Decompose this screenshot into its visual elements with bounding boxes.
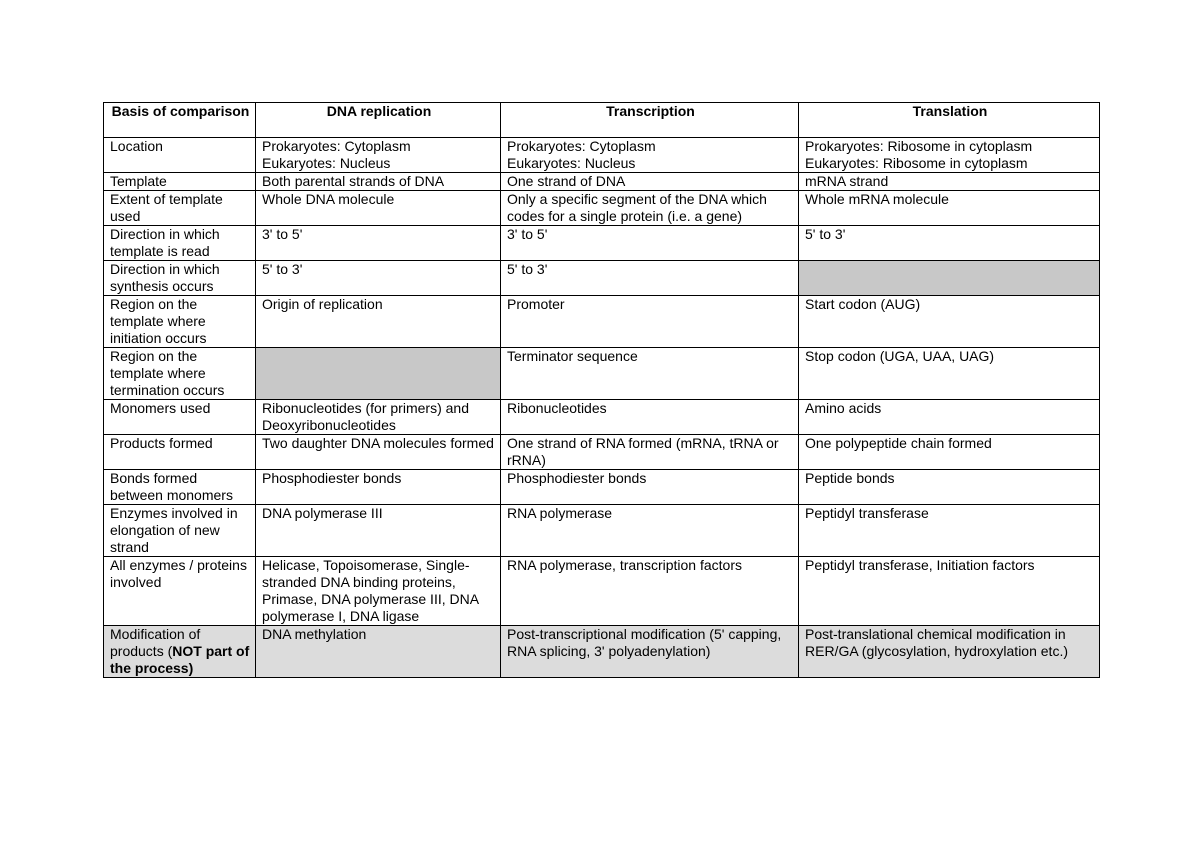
dna-replication-cell: 3' to 5': [256, 226, 501, 261]
table-header-row: [104, 103, 1100, 138]
transcription-cell: Post-transcriptional modification (5' capping, RNA splicing, 3' polyadenylation): [501, 626, 799, 678]
basis-cell: All enzymes / proteins involved: [104, 557, 256, 626]
table-row: [104, 435, 1100, 470]
basis-cell: Extent of template used: [104, 191, 256, 226]
basis-cell: Template: [104, 173, 256, 191]
basis-cell: Monomers used: [104, 400, 256, 435]
translation-cell: Whole mRNA molecule: [799, 191, 1100, 226]
cell-line: Eukaryotes: Nucleus: [262, 155, 391, 171]
dna-replication-cell: Ribonucleotides (for primers) and Deoxyribonucleotides: [256, 400, 501, 435]
dna-replication-cell: Both parental strands of DNA: [256, 173, 501, 191]
header-translation: Translation: [799, 103, 1100, 138]
basis-cell: Products formed: [104, 435, 256, 470]
translation-cell: Peptide bonds: [799, 470, 1100, 505]
transcription-cell: One strand of RNA formed (mRNA, tRNA or rRNA): [501, 435, 799, 470]
transcription-cell: Ribonucleotides: [501, 400, 799, 435]
cell-line: Eukaryotes: Nucleus: [507, 155, 636, 171]
transcription-cell: 5' to 3': [501, 261, 799, 296]
translation-cell: 5' to 3': [799, 226, 1100, 261]
dna-replication-cell: Whole DNA molecule: [256, 191, 501, 226]
translation-cell: One polypeptide chain formed: [799, 435, 1100, 470]
header-basis: Basis of comparison: [104, 103, 256, 138]
cell-line: Prokaryotes: Ribosome in cytoplasm: [805, 138, 1033, 154]
basis-cell: [104, 626, 256, 678]
transcription-cell: One strand of DNA: [501, 173, 799, 191]
dna-replication-cell: Helicase, Topoisomerase, Single-stranded DNA binding proteins, Primase, DNA polymerase III, DNA polymerase I, DNA ligase: [256, 557, 501, 626]
table-row: [104, 226, 1100, 261]
transcription-cell: Promoter: [501, 296, 799, 348]
dna-replication-cell: [256, 138, 501, 173]
dna-replication-cell: Phosphodiester bonds: [256, 470, 501, 505]
transcription-cell: RNA polymerase, transcription factors: [501, 557, 799, 626]
table-row: [104, 348, 1100, 400]
table-row: [104, 191, 1100, 226]
dna-replication-cell-shaded: [256, 348, 501, 400]
dna-replication-cell: Two daughter DNA molecules formed: [256, 435, 501, 470]
table-row: [104, 138, 1100, 173]
basis-cell: Location: [104, 138, 256, 173]
basis-cell: Region on the template where initiation occurs: [104, 296, 256, 348]
translation-cell: [799, 138, 1100, 173]
table-row: [104, 261, 1100, 296]
translation-cell-shaded: [799, 261, 1100, 296]
table-row: [104, 400, 1100, 435]
transcription-cell: [501, 138, 799, 173]
translation-cell: mRNA strand: [799, 173, 1100, 191]
translation-cell: Amino acids: [799, 400, 1100, 435]
translation-cell: Peptidyl transferase, Initiation factors: [799, 557, 1100, 626]
cell-line: Eukaryotes: Ribosome in cytoplasm: [805, 155, 1028, 171]
table-row-modification: [104, 626, 1100, 678]
transcription-cell: 3' to 5': [501, 226, 799, 261]
dna-replication-cell: DNA polymerase III: [256, 505, 501, 557]
cell-line: Prokaryotes: Cytoplasm: [262, 138, 411, 154]
basis-cell: Bonds formed between monomers: [104, 470, 256, 505]
basis-prefix: Modification of products (: [110, 626, 201, 659]
table-row: [104, 470, 1100, 505]
table-row: [104, 505, 1100, 557]
basis-cell: Region on the template where termination occurs: [104, 348, 256, 400]
table-row: [104, 557, 1100, 626]
translation-cell: Post-translational chemical modification in RER/GA (glycosylation, hydroxylation etc.): [799, 626, 1100, 678]
basis-cell: Direction in which synthesis occurs: [104, 261, 256, 296]
comparison-table: [103, 102, 1100, 678]
dna-replication-cell: 5' to 3': [256, 261, 501, 296]
transcription-cell: Only a specific segment of the DNA which codes for a single protein (i.e. a gene): [501, 191, 799, 226]
table-row: [104, 173, 1100, 191]
header-dna-replication: DNA replication: [256, 103, 501, 138]
basis-bold-note: NOT part of the process): [110, 643, 250, 676]
transcription-cell: Terminator sequence: [501, 348, 799, 400]
basis-cell: Enzymes involved in elongation of new strand: [104, 505, 256, 557]
translation-cell: Stop codon (UGA, UAA, UAG): [799, 348, 1100, 400]
table-row: [104, 296, 1100, 348]
transcription-cell: Phosphodiester bonds: [501, 470, 799, 505]
translation-cell: Peptidyl transferase: [799, 505, 1100, 557]
translation-cell: Start codon (AUG): [799, 296, 1100, 348]
transcription-cell: RNA polymerase: [501, 505, 799, 557]
dna-replication-cell: Origin of replication: [256, 296, 501, 348]
cell-line: Prokaryotes: Cytoplasm: [507, 138, 656, 154]
dna-replication-cell: DNA methylation: [256, 626, 501, 678]
header-transcription: Transcription: [501, 103, 799, 138]
basis-cell: Direction in which template is read: [104, 226, 256, 261]
